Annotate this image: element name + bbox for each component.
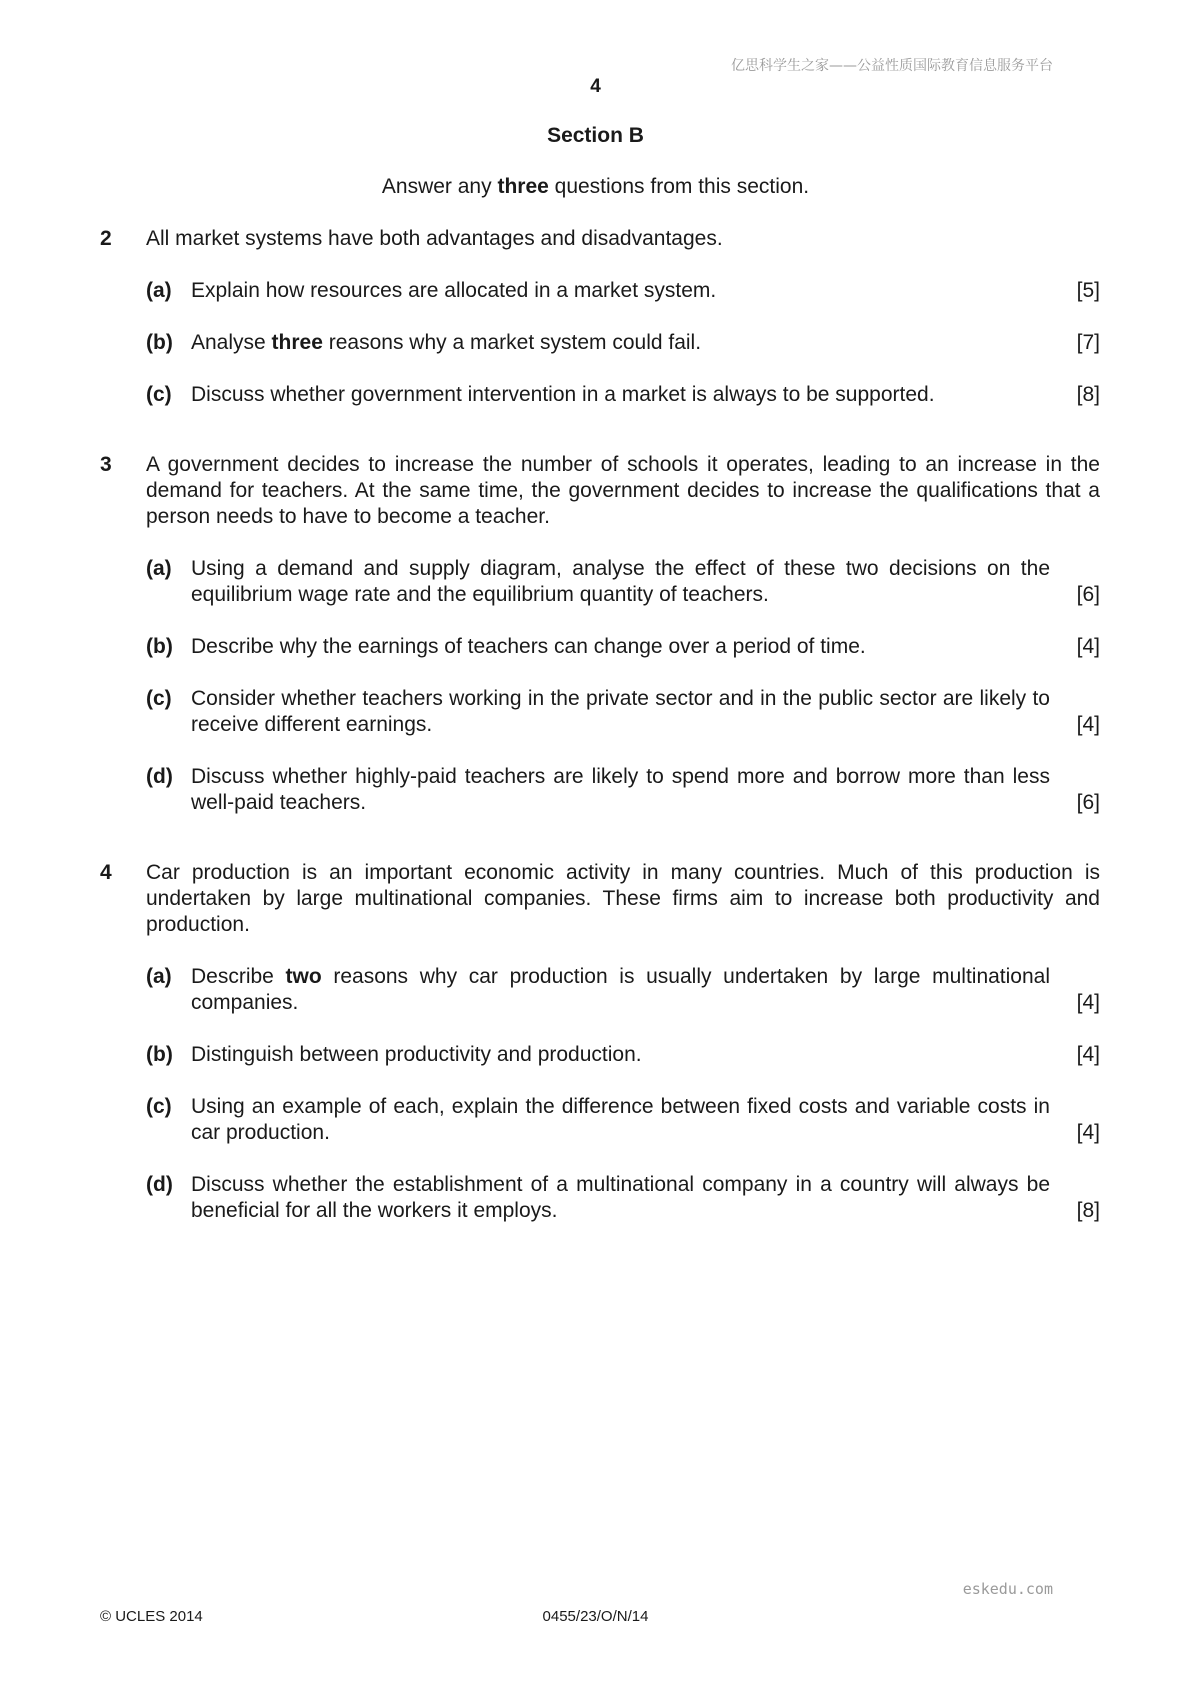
part-label: (c) [146,687,172,710]
part-marks: [7] [1076,331,1100,354]
part-text: Explain how resources are allocated in a market system. [191,279,717,302]
question-stem: Car production is an important economic activity in many countries. Much of this production is undertaken by large multinational companies. These firms aim to increase both productivity and production. [146,861,1100,936]
question-number: 4 [100,861,112,884]
questions-list [100,226,1100,1224]
part-label: (b) [146,331,173,354]
part-marks: [5] [1076,279,1100,302]
part-text: Consider whether teachers working in the private sector and in the public sector are likely to receive different earnings. [191,687,1050,736]
part-marks: [8] [1076,1199,1100,1222]
watermark-footer: eskedu.com [962,1580,1053,1598]
question-part [146,1172,1100,1224]
section-title: Section B [547,124,644,147]
part-marks: [8] [1076,383,1100,406]
question-3 [100,452,1100,816]
footer-copyright: © UCLES 2014 [100,1608,203,1625]
question-part [146,764,1100,816]
part-marks: [4] [1076,1121,1100,1144]
question-stem: A government decides to increase the number of schools it operates, leading to an increase in the demand for teachers. At the same time, the government decides to increase the qualifications that a person needs to have to become a teacher. [146,453,1100,528]
question-stem: All market systems have both advantages and disadvantages. [146,227,723,250]
part-label: (a) [146,279,172,302]
part-text: Using an example of each, explain the difference between fixed costs and variable costs in car production. [191,1095,1050,1144]
part-marks: [6] [1076,583,1100,606]
part-label: (d) [146,1173,173,1196]
part-text: Discuss whether the establishment of a multinational company in a country will always be beneficial for all the workers it employs. [191,1173,1050,1222]
part-label: (b) [146,1043,173,1066]
part-label: (c) [146,383,172,406]
part-marks: [6] [1076,791,1100,814]
part-text: Describe two reasons why car production is usually undertaken by large multinational companies. [191,965,1050,1014]
question-part [146,1094,1100,1146]
part-text: Discuss whether highly-paid teachers are likely to spend more and borrow more than less well-paid teachers. [191,765,1050,814]
part-label: (d) [146,765,173,788]
question-part [146,1042,1100,1068]
part-marks: [4] [1076,991,1100,1014]
question-number: 2 [100,227,112,250]
part-label: (b) [146,635,173,658]
question-part [146,382,1100,408]
question-number: 3 [100,453,112,476]
part-marks: [4] [1076,635,1100,658]
section-instruction: Answer any three questions from this section. [381,175,810,198]
part-text: Describe why the earnings of teachers can change over a period of time. [191,635,866,658]
question-2 [100,226,1100,408]
part-text: Distinguish between productivity and production. [191,1043,642,1066]
question-part [146,686,1100,738]
part-label: (a) [146,965,172,988]
watermark-header: 亿思科学生之家——公益性质国际教育信息服务平台 [731,58,1053,74]
question-part [146,330,1100,356]
part-marks: [4] [1076,713,1100,736]
question-part [146,634,1100,660]
part-text: Analyse three reasons why a market system could fail. [191,331,702,354]
question-part [146,278,1100,304]
part-label: (a) [146,557,172,580]
part-marks: [4] [1076,1043,1100,1066]
page-number: 4 [590,76,601,97]
question-4 [100,860,1100,1224]
part-text: Discuss whether government intervention in a market is always to be supported. [191,383,935,406]
part-label: (c) [146,1095,172,1118]
footer-paper-code: 0455/23/O/N/14 [542,1608,649,1625]
part-text: Using a demand and supply diagram, analyse the effect of these two decisions on the equilibrium wage rate and the equilibrium quantity of teachers. [191,557,1050,606]
question-part [146,556,1100,608]
question-part [146,964,1100,1016]
